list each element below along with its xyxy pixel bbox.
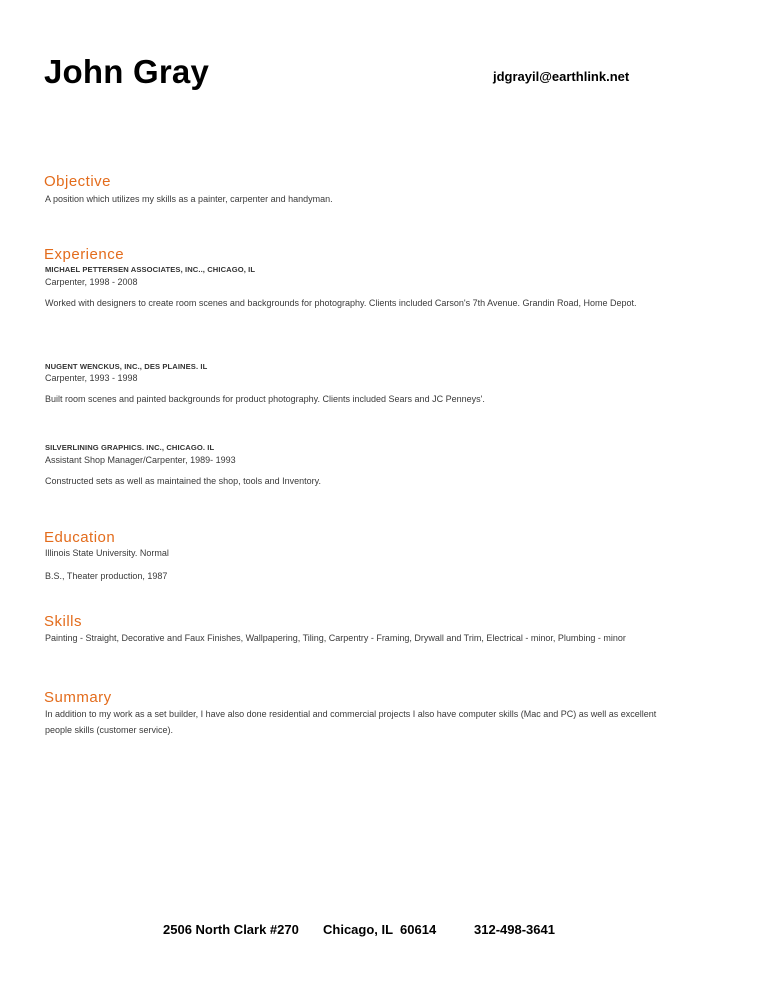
job-description: Built room scenes and painted backgrounds for product photography. Clients included Sears and JC Penneys'. <box>45 394 485 404</box>
skills-heading: Skills <box>44 613 83 630</box>
summary-heading: Summary <box>44 689 112 706</box>
footer-phone: 312-498-3641 <box>474 922 555 937</box>
job-role: Carpenter, 1993 - 1998 <box>45 373 138 383</box>
job-company: MICHAEL PETTERSEN ASSOCIATES, INC.., CHICAGO, IL <box>45 265 256 274</box>
job-description: Constructed sets as well as maintained the shop, tools and Inventory. <box>45 476 321 486</box>
footer-address: 2506 North Clark #270 <box>163 922 299 937</box>
email-address: jdgrayil@earthlink.net <box>493 69 630 84</box>
objective-text: A position which utilizes my skills as a painter, carpenter and handyman. <box>45 194 333 204</box>
skills-text: Painting - Straight, Decorative and Faux Finishes, Wallpapering, Tiling, Carpentry - Framing, Drywall and Trim, Electrical - minor, Plumbing - minor <box>45 633 626 643</box>
education-heading: Education <box>44 529 116 546</box>
job-role: Carpenter, 1998 - 2008 <box>45 277 138 287</box>
summary-text: In addition to my work as a set builder, I have also done residential and commercial projects I also have computer skills (Mac and PC) as well as excellent people skills (customer service). <box>45 709 657 735</box>
experience-heading: Experience <box>44 246 125 263</box>
job-role: Assistant Shop Manager/Carpenter, 1989- 1993 <box>45 455 236 465</box>
job-company: NUGENT WENCKUS, INC., DES PLAINES. IL <box>45 362 208 371</box>
resume-name: John Gray <box>44 53 210 90</box>
job-company: SILVERLINING GRAPHICS. INC., CHICAGO. IL <box>45 443 215 452</box>
education-degree: B.S., Theater production, 1987 <box>45 571 168 581</box>
education-school: Illinois State University. Normal <box>45 548 169 558</box>
objective-heading: Objective <box>44 173 112 190</box>
job-description: Worked with designers to create room scenes and backgrounds for photography. Clients included Carson's 7th Avenue. Grandin Road, Home Depot. <box>45 298 637 308</box>
footer-city: Chicago, IL 60614 <box>323 922 437 937</box>
